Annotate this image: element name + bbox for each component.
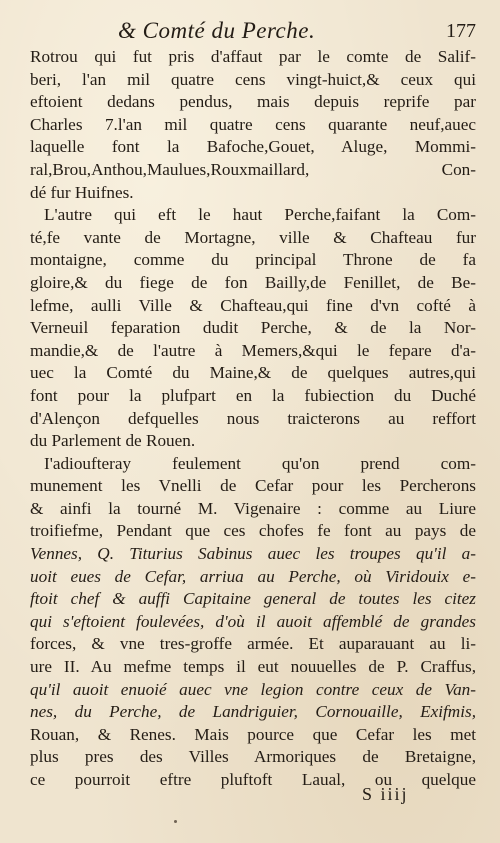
text-line: Rotrou qui fut pris d'affaut par le comte de Salif- [30,47,476,66]
text-line: uoit eues de Cefar, arriua au Perche, où Viridouix e- [30,566,476,586]
text-line: Charles 7.l'an mil quatre cens quarante neuf,auec [30,114,476,134]
text-line: qu'il auoit enuoié auec vne legion contre ceux de Van- [30,679,476,699]
text-line: I'adioufteray feulement qu'on prend com- [44,453,476,473]
text-line: uec la Comté du Maine,& de quelques autres,qui [30,363,476,383]
text-line: & ainfi la tourné M. Vigenaire : comme au Liure [30,498,476,518]
text-line: forces, & vne tres-groffe armée. Et auparauant au li- [30,634,476,654]
text-line: eftoient dedans pendus, mais depuis reprife par [30,92,476,112]
text-line: Vennes, Q. Titurius Sabinus auec les troupes qu'il a- [30,544,476,564]
running-title: & Comté du Perche. [118,18,316,43]
text-line: montaigne, comme du principal Throne de fa [30,250,476,270]
text-line: laquelle font la Bafoche,Gouet, Aluge, Mommi- [30,137,476,157]
text-line: du Parlement de Rouen. [30,431,196,451]
text-line: ure II. Au mefme temps il eut nouuelles de P. Craffus, [30,657,476,677]
text-line: nes, du Perche, de Landriguier, Cornouaille, Exifmis, [30,702,476,722]
running-head [0,14,500,48]
text-line: ce pourroit eftre pluftoft Laual, ou quelque [30,770,476,789]
text-line: plus pres des Villes Armoriques de Bretaigne, [30,747,476,767]
text-line: font pour la plufpart en la fubiection du Duché [30,385,476,405]
text-line: dé fur Huifnes. [30,182,134,202]
text-line: munement les Vnelli de Cefar pour les Percherons [30,476,476,496]
signature-mark: S iiij [362,784,409,804]
page-number: 177 [446,20,476,42]
text-line: mandie,& de l'autre à Memers,&qui le fepare d'a- [30,340,476,360]
text-line: Verneuil feparation dudit Perche, & de la Nor- [30,318,476,338]
text-line: qui s'eftoient foulevées, d'où il auoit affemblé de grandes [30,611,476,631]
text-line: beri, l'an mil quatre cens vingt-huict,& ceux qui [30,69,476,89]
body-text [30,46,476,792]
ink-speck [174,820,177,823]
text-line: lefme, aulli Ville & Chafteau,qui fine d'vn cofté à [30,295,476,315]
text-line: ftoit chef & auffi Capitaine general de toutes les citez [30,589,476,609]
text-line: gloire,& du fiege de fon Bailly,de Fenillet, de Be- [30,272,476,292]
text-line: Rouan, & Renes. Mais pource que Cefar les met [30,724,476,744]
text-line: té,fe vante de Mortagne, ville & Chafteau fur [30,227,476,247]
text-line: ral,Brou,Anthou,Maulues,Rouxmaillard, Con- [30,159,476,179]
text-line: d'Alençon defquelles nous traicterons au reffort [30,408,476,428]
text-line: L'autre qui eft le haut Perche,faifant la Com- [44,205,476,225]
text-line: troifiefme, Pendant que ces chofes fe font au pays de [30,521,476,541]
